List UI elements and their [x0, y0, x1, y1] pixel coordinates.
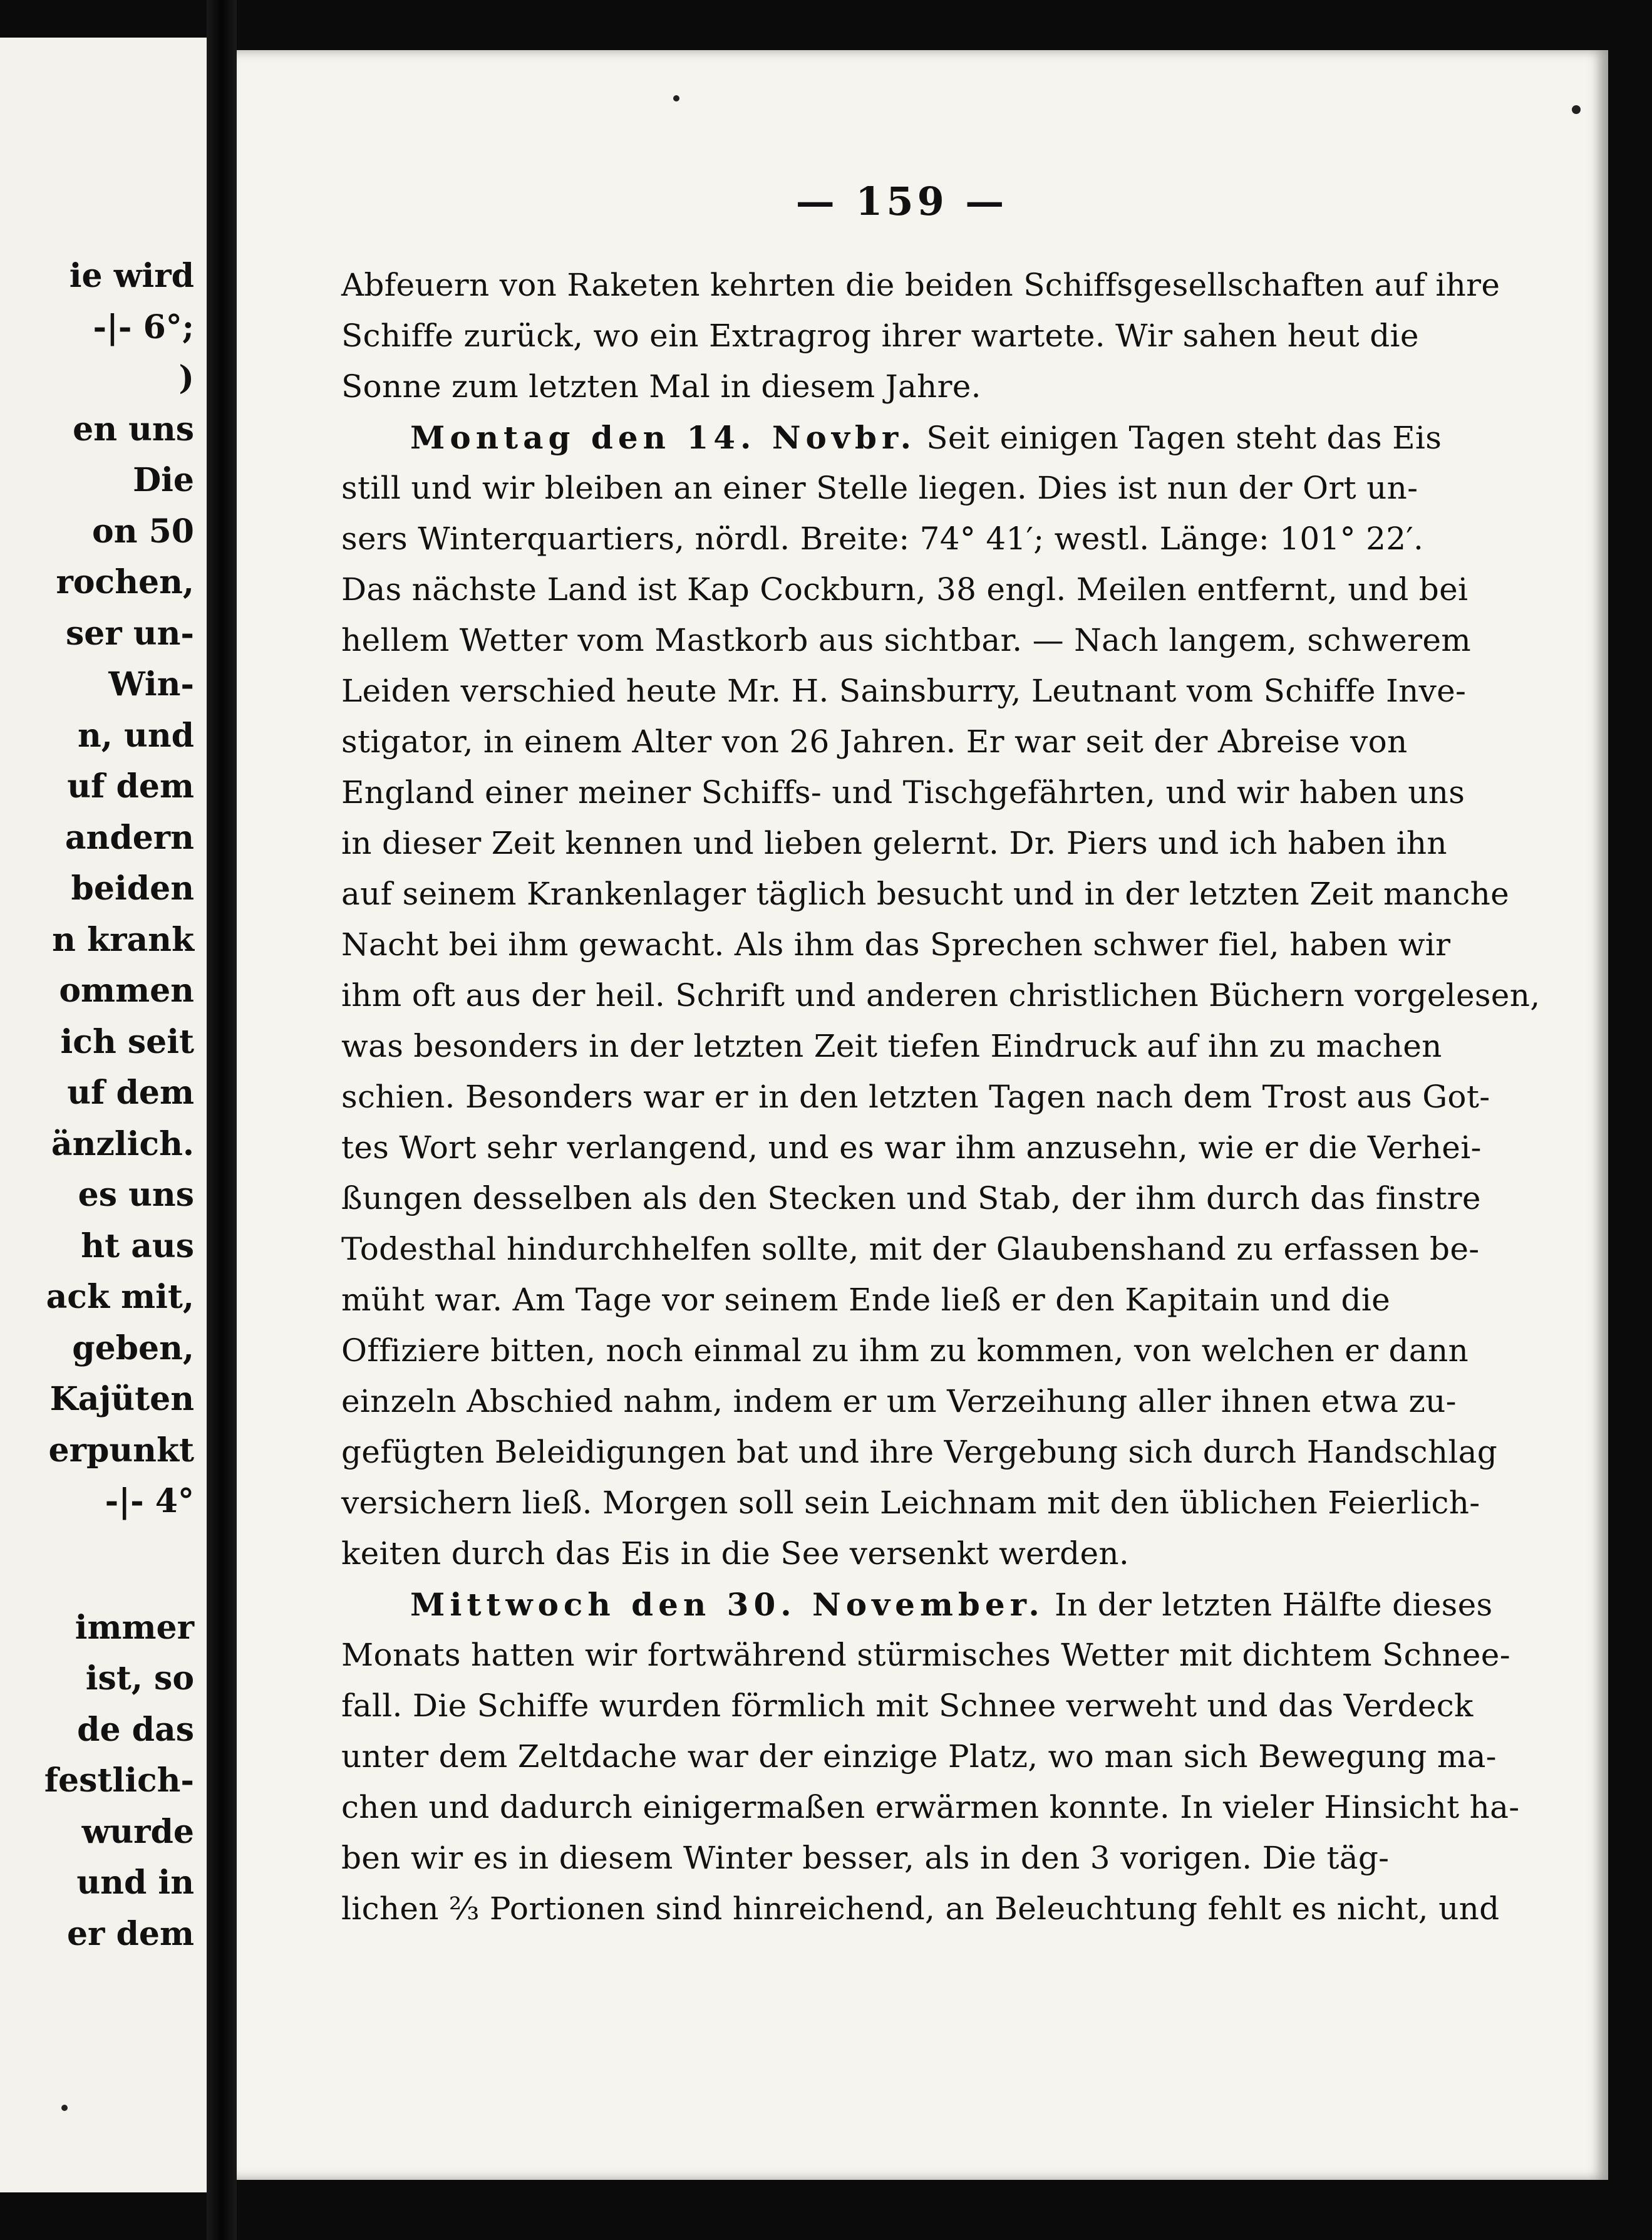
previous-page-line: festlich- [44, 1761, 194, 1800]
line-text: auf seinem Krankenlager täglich besucht und in der letzten Zeit manche [341, 876, 1510, 912]
line-text: Abfeuern von Raketen kehrten die beiden Schiffsgesellschaften auf ihre [341, 267, 1500, 303]
paper-speck [1572, 105, 1581, 114]
text-line [341, 1427, 1498, 1478]
previous-page-line: n, und [78, 716, 194, 755]
previous-page-line: rochen, [56, 563, 194, 601]
line-text: einzeln Abschied nahm, indem er um Verzeihung aller ihnen etwa zu- [341, 1383, 1457, 1419]
text-line [341, 717, 1408, 767]
text-line [341, 1630, 1510, 1681]
previous-page-line: en uns [73, 410, 194, 449]
previous-page-line: ie wird [69, 257, 194, 295]
line-text: ben wir es in diesem Winter besser, als in den 3 vorigen. Die täg- [341, 1840, 1390, 1876]
line-text: Monats hatten wir fortwährend stürmisches Wetter mit dichtem Schnee- [341, 1637, 1510, 1673]
previous-page-line: -|- 6°; [93, 308, 194, 346]
line-text: hellem Wetter vom Mastkorb aus sichtbar. — Nach langem, schwerem [341, 622, 1471, 658]
line-text: unter dem Zeltdache war der einzige Platz, wo man sich Bewegung ma- [341, 1738, 1497, 1775]
line-text: Leiden verschied heute Mr. H. Sainsburry, Leutnant vom Schiffe Inve- [341, 673, 1467, 709]
line-text: lichen ⅔ Portionen sind hinreichend, an Beleuchtung fehlt es nicht, und [341, 1890, 1500, 1927]
line-text: chen und dadurch einigermaßen erwärmen konnte. In vieler Hinsicht ha- [341, 1789, 1520, 1825]
previous-page-line: immer [75, 1608, 194, 1647]
previous-page-line: geben, [72, 1329, 194, 1367]
text-line [341, 1579, 1493, 1630]
page-body-text [341, 260, 1541, 1934]
line-text: Schiffe zurück, wo ein Extragrog ihrer wartete. Wir sahen heut die [341, 318, 1419, 354]
line-text: in dieser Zeit kennen und lieben gelernt. Dr. Piers und ich haben ihn [341, 825, 1447, 861]
text-line [341, 1782, 1520, 1833]
previous-page-line: ist, so [85, 1659, 194, 1698]
previous-page-gap [0, 1527, 200, 1602]
line-text: Offiziere bitten, noch einmal zu ihm zu kommen, von welchen er dann [341, 1332, 1469, 1369]
text-line [341, 1478, 1480, 1528]
line-text: Seit einigen Tagen steht das Eis [916, 420, 1442, 456]
previous-page-line: Die [133, 461, 194, 499]
text-line [341, 463, 1418, 514]
page-edge-shadow [1608, 0, 1652, 2240]
text-line [341, 1275, 1391, 1325]
line-text: schien. Besonders war er in den letzten Tagen nach dem Trost aus Got- [341, 1079, 1490, 1115]
line-text: Todesthal hindurchhelfen sollte, mit der Glaubenshand zu erfassen be- [341, 1231, 1480, 1267]
text-line [341, 666, 1467, 717]
line-text: keiten durch das Eis in die See versenkt werden. [341, 1535, 1130, 1572]
previous-page-line: und in [76, 1864, 194, 1902]
line-text: gefügten Beleidigungen bat und ihre Vergebung sich durch Handschlag [341, 1434, 1498, 1470]
previous-page-line: de das [77, 1710, 194, 1749]
previous-page-line: Kajüten [49, 1380, 194, 1418]
line-text: Sonne zum letzten Mal in diesem Jahre. [341, 368, 981, 405]
text-line [341, 1072, 1490, 1123]
text-line [341, 1123, 1482, 1173]
paper-speck [673, 95, 679, 101]
previous-page-line: ) [178, 359, 194, 397]
text-line [341, 920, 1451, 970]
text-line [341, 260, 1500, 311]
previous-page-line: ser un- [65, 614, 194, 653]
text-line [341, 1731, 1497, 1782]
previous-page-line: beiden [71, 869, 194, 908]
line-text: Das nächste Land ist Kap Cockburn, 38 engl. Meilen entfernt, und bei [341, 571, 1469, 608]
text-line [341, 311, 1419, 361]
line-text: sers Winterquartiers, nördl. Breite: 74° 41′; westl. Länge: 101° 22′. [341, 521, 1424, 557]
text-line [341, 615, 1471, 666]
previous-page-line: uf dem [67, 767, 194, 806]
book-gutter [207, 0, 237, 2240]
date-heading: Mittwoch den 30. November. [410, 1586, 1045, 1623]
text-line [341, 1833, 1390, 1884]
line-text: ßungen desselben als den Stecken und Stab, der ihm durch das finstre [341, 1180, 1481, 1216]
previous-page-line: ich seit [60, 1022, 194, 1061]
line-text: stigator, in einem Alter von 26 Jahren. Er war seit der Abreise von [341, 723, 1408, 760]
previous-page-fragment [0, 38, 207, 2192]
text-line [341, 1376, 1457, 1427]
page-number: — 159 — [795, 179, 1008, 224]
previous-page-line: ommen [59, 972, 194, 1010]
line-text: In der letzten Hälfte dieses [1044, 1587, 1493, 1623]
previous-page-line: on 50 [92, 512, 194, 551]
text-line [341, 767, 1465, 818]
text-line [341, 1224, 1480, 1275]
line-text: still und wir bleiben an einer Stelle liegen. Dies ist nun der Ort un- [341, 470, 1418, 506]
text-line [341, 564, 1469, 615]
previous-page-text [0, 251, 200, 1959]
line-text: fall. Die Schiffe wurden förmlich mit Schnee verweht und das Verdeck [341, 1688, 1474, 1724]
previous-page-line: änzlich. [51, 1124, 194, 1163]
line-text: müht war. Am Tage vor seinem Ende ließ er den Kapitain und die [341, 1282, 1391, 1318]
previous-page-line: andern [65, 818, 194, 857]
previous-page-line: ht aus [81, 1226, 194, 1265]
text-line [341, 1884, 1500, 1934]
text-line [341, 818, 1447, 869]
previous-page-line: ack mit, [46, 1278, 194, 1316]
previous-page-line: n krank [52, 920, 194, 959]
line-text: was besonders in der letzten Zeit tiefen Eindruck auf ihn zu machen [341, 1028, 1442, 1064]
text-line [341, 514, 1424, 564]
previous-page-line: wurde [81, 1812, 194, 1851]
text-line [341, 1021, 1442, 1072]
text-line [341, 970, 1541, 1021]
text-line [341, 1173, 1481, 1224]
paper-speck [61, 2105, 68, 2111]
text-line [341, 361, 1375, 412]
line-text: versichern ließ. Morgen soll sein Leichnam mit den üblichen Feierlich- [341, 1485, 1480, 1521]
text-line [341, 869, 1510, 920]
previous-page-line: Win- [108, 665, 194, 703]
date-heading: Montag den 14. Novbr. [410, 419, 917, 456]
line-text: England einer meiner Schiffs- und Tischgefährten, und wir haben uns [341, 774, 1465, 811]
text-line [341, 1325, 1469, 1376]
previous-page-line: es uns [78, 1176, 194, 1214]
line-text: Nacht bei ihm gewacht. Als ihm das Sprechen schwer fiel, haben wir [341, 926, 1451, 963]
text-line [341, 1528, 1375, 1579]
text-line [341, 412, 1442, 463]
previous-page-line: er dem [66, 1914, 194, 1953]
previous-page-line: erpunkt [48, 1431, 194, 1470]
previous-page-line: -|- 4° [105, 1482, 194, 1520]
previous-page-line: uf dem [67, 1074, 194, 1112]
text-line [341, 1681, 1474, 1731]
line-text: tes Wort sehr verlangend, und es war ihm anzusehn, wie er die Verhei- [341, 1129, 1482, 1166]
line-text: ihm oft aus der heil. Schrift und anderen christlichen Büchern vorgelesen, [341, 977, 1541, 1014]
